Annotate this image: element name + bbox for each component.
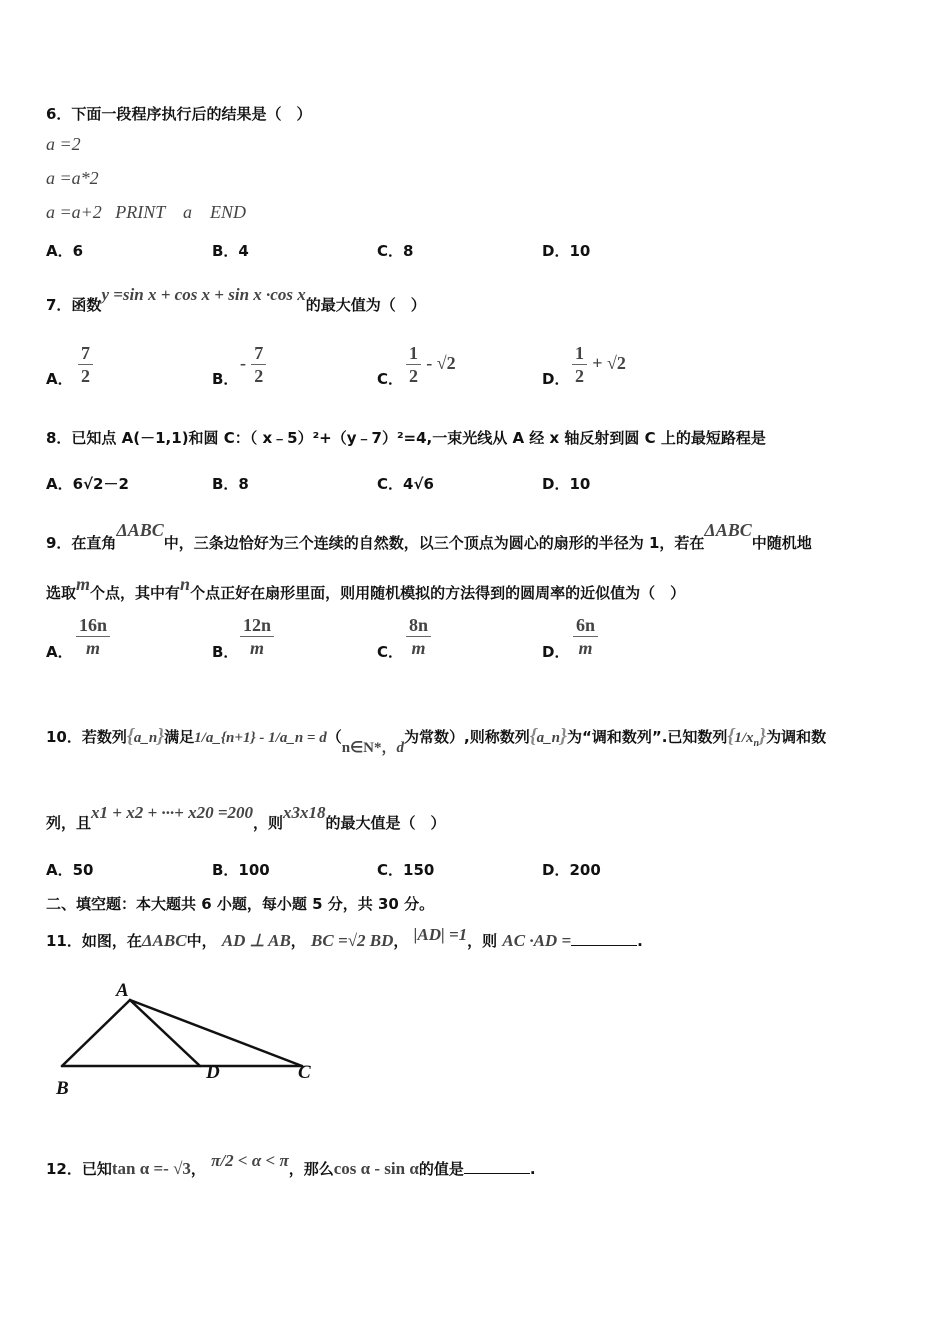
q7-option-d-post: + √2: [592, 353, 626, 373]
q9-option-c-num: 8n: [406, 614, 431, 637]
q9-option-d-num: 6n: [573, 614, 598, 637]
q12-answer-blank: [464, 1159, 530, 1174]
q10-product: x3x18: [283, 803, 326, 822]
q10-line2-b: ，则: [253, 814, 284, 832]
q9-option-a-den: m: [86, 638, 101, 658]
q10-sum: x1 + x2 + ···+ x20 =200: [91, 803, 254, 822]
q9-option-a-label: A．: [46, 643, 73, 661]
q9-option-b-label: B．: [212, 643, 239, 661]
q11-c: ，则: [467, 932, 498, 950]
edge-ac: [130, 1000, 302, 1066]
q8-option-c: C．4√6: [377, 475, 434, 493]
q12-formula-1: tan α =- √3: [111, 1159, 191, 1178]
q9-option-d-den: m: [578, 638, 593, 658]
q10-option-d: D．200: [542, 861, 601, 879]
q9-triangle-2: ΔABC: [704, 520, 752, 540]
q9-option-c-label: C．: [377, 643, 404, 661]
q6-code-line-2: a =a*2: [46, 168, 99, 188]
q12-b: ，那么: [288, 1160, 334, 1178]
q10-condition: 1/a_{n+1} - 1/a_n = d: [194, 730, 327, 746]
label-a: A: [116, 980, 129, 1001]
q8-option-a: A．6√2－2: [46, 475, 129, 493]
q7-option-a-den: 2: [81, 366, 90, 386]
q11-answer-blank: [571, 931, 637, 946]
q7-option-c-value: [406, 342, 456, 387]
edge-ad: [130, 1000, 200, 1066]
q12-c: 的值是: [418, 1160, 464, 1178]
q10-seq-1: {a_n}: [126, 725, 165, 747]
q7-option-c-post: - √2: [426, 353, 456, 373]
q11-formula-2: BC =√2 BD: [311, 931, 394, 950]
q10-line1-c: （: [326, 728, 342, 746]
q10-d: d: [396, 740, 404, 756]
q7-option-b-value: [240, 342, 266, 387]
q12-a: 12．已知: [46, 1160, 112, 1178]
q10-line1-b: 满足: [164, 728, 195, 746]
q11-triangle: ΔABC: [141, 931, 187, 950]
q7-option-d-den: 2: [575, 366, 584, 386]
edge-ba: [62, 1000, 130, 1066]
q9-option-c-den: m: [411, 638, 426, 658]
q7-option-b-num: 7: [251, 342, 266, 365]
q11-b: 中，: [186, 932, 217, 950]
q9-m: m: [76, 574, 91, 594]
q10-line1-d: 为常数）,则称数列: [404, 728, 530, 746]
q9-n: n: [180, 574, 191, 594]
q7-option-b-label: B．: [212, 370, 239, 388]
q10-option-a: A．50: [46, 861, 94, 879]
q10-line1-a: 10．若数列: [46, 728, 127, 746]
q6-code-line-1: a =2: [46, 134, 81, 154]
q7-option-b-pre: -: [240, 353, 246, 373]
q9-option-b-den: m: [250, 638, 265, 658]
q7-option-d-label: D．: [542, 370, 570, 388]
q8-option-b: B．8: [212, 475, 249, 493]
q10-seq-x: $\{1/x_n\}$: [727, 725, 767, 749]
q9-option-c-value: [406, 614, 431, 659]
q9-line-2: [46, 574, 686, 603]
q7-prefix: 7．函数: [46, 296, 102, 314]
q9-line-1: [46, 520, 812, 553]
q9-line1-c: 中随机地: [751, 534, 812, 552]
q8-stem: 8．已知点 A(－1,1)和圆 C：（ x﹣5）²+（y﹣7）²=4,一束光线从 A 经 x 轴反射到圆 C 上的最短路程是: [46, 429, 766, 447]
q9-option-d-label: D．: [542, 643, 570, 661]
q12-formula-2: π/2 < α < π: [211, 1151, 289, 1170]
q7-stem: [46, 285, 426, 315]
q10-line1-f: 为调和数: [766, 728, 827, 746]
q7-formula: y =sin x + cos x + sin x ·cos x: [101, 285, 306, 304]
q7-option-a-num: 7: [78, 342, 93, 365]
q7-option-d-value: [572, 342, 626, 387]
q10-seq-2: {a_n}: [529, 725, 567, 747]
q6-option-b: B．4: [212, 242, 249, 260]
label-b: B: [56, 1078, 69, 1099]
q10-domain: n∈N*，: [341, 740, 397, 756]
q11-stem: 11．如图，在ΔABC中， AD ⊥ AB， BC =√2 BD， |AD| =1，则 AC ·AD = .: [46, 925, 643, 950]
q7-option-c-num: 1: [406, 342, 421, 365]
q10-line-1: [46, 725, 827, 756]
q11-formula-3: |AD| =1: [413, 925, 468, 944]
q9-option-d-value: [573, 614, 598, 659]
q12-stem: 12．已知tan α =- √3， π/2 < α < π，那么cos α - sin α的值是 .: [46, 1151, 536, 1178]
q6-option-d: D．10: [542, 242, 591, 260]
q6-stem: 6．下面一段程序执行后的结果是（ ）: [46, 105, 312, 123]
q10-line1-e: 为“调和数列”.已知数列: [566, 728, 728, 746]
q7-option-a-label: A．: [46, 370, 73, 388]
q7-option-b-den: 2: [254, 366, 264, 386]
label-c: C: [298, 1062, 311, 1083]
q7-option-a-value: [78, 342, 93, 387]
q6-option-c: C．8: [377, 242, 414, 260]
q9-line1-b: 中，三条边恰好为三个连续的自然数，以三个顶点为圆心的扇形的半径为 1，若在: [163, 534, 705, 552]
q11-a: 11．如图，在: [46, 932, 142, 950]
q12-formula-3: cos α - sin α: [333, 1159, 419, 1178]
q9-line1-a: 9．在直角: [46, 534, 117, 552]
q7-option-d-num: 1: [572, 342, 587, 365]
q10-option-c: C．150: [377, 861, 435, 879]
section-2-heading: 二、填空题：本大题共 6 小题，每小题 5 分，共 30 分。: [46, 895, 435, 913]
q10-option-b: B．100: [212, 861, 270, 879]
q9-option-b-num: 12n: [240, 614, 274, 637]
q7-suffix: 的最大值为（ ）: [305, 296, 426, 314]
q7-option-c-den: 2: [409, 366, 418, 386]
q9-option-b-value: [240, 614, 274, 659]
q8-option-d: D．10: [542, 475, 591, 493]
label-d: D: [206, 1062, 220, 1083]
q9-option-a-num: 16n: [76, 614, 110, 637]
q9-line2-b: 个点，其中有: [90, 584, 181, 602]
q10-line2-a: 列，且: [46, 814, 92, 832]
q9-line2-a: 选取: [46, 584, 77, 602]
q9-option-a-value: [76, 614, 110, 659]
q7-option-c-label: C．: [377, 370, 404, 388]
q9-triangle-1: ΔABC: [116, 520, 164, 540]
q6-code-line-3: a =a+2 PRINT a END: [46, 202, 246, 222]
q11-formula-4: AC ·AD =: [502, 931, 572, 950]
q6-option-a: A．6: [46, 242, 84, 260]
q10-line2-c: 的最大值是（ ）: [325, 814, 446, 832]
q10-line-2: [46, 803, 446, 833]
q11-triangle-figure: [50, 975, 330, 1100]
q11-formula-1: AD ⊥ AB: [221, 931, 291, 950]
q9-line2-c: 个点正好在扇形里面，则用随机模拟的方法得到的圆周率的近似值为（ ）: [190, 584, 686, 602]
